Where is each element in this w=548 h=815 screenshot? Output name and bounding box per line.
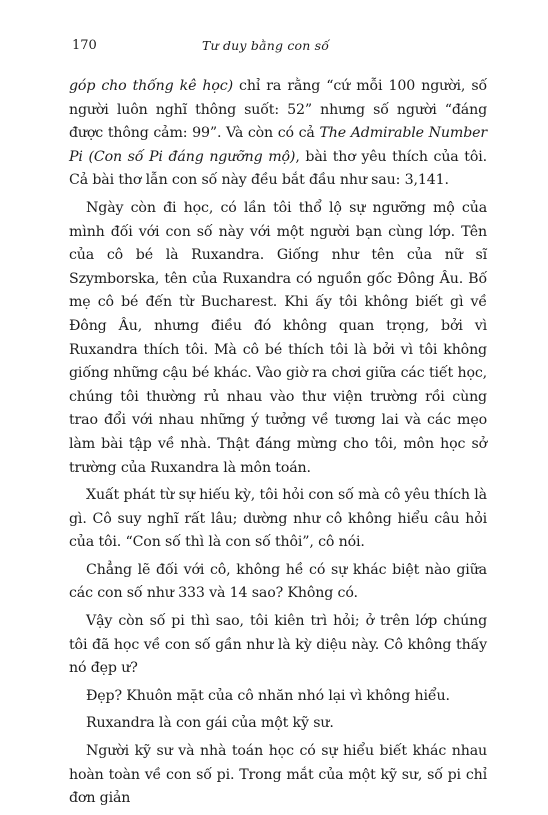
- page-header: [72, 38, 476, 58]
- paragraph-1-text-b: , bài thơ yêu thích của tôi. Cả bài thơ lẫn con số này đều bắt đầu như sau: 3,141.: [69, 148, 487, 189]
- paragraph-2: Ngày còn đi học, có lần tôi thổ lộ sự ngưỡng mộ của mình đối với con số này với một người bạn cùng lớp. Tên của cô bé là Ruxandra. Giống như tên của nữ sĩ Szymborska, tên của Ruxandra có nguồn gốc Đông Âu. Bố mẹ cô bé đến từ Bucharest. Khi ấy tôi không biết gì về Đông Âu, nhưng điều đó không quan trọng, bởi vì Ruxandra thích tôi. Mà cô bé thích tôi là bởi vì tôi không giống những cậu bé khác. Vào giờ ra chơi giữa các tiết học, chúng tôi thường rủ nhau vào thư viện trường rồi cùng trao đổi với nhau những ý tưởng về tương lai và các mẹo làm bài tập về nhà. Thật đáng mừng cho tôi, môn học sở trường của Ruxandra là môn toán.: [69, 199, 487, 476]
- paragraph-7: Ruxandra là con gái của một kỹ sư.: [86, 715, 334, 732]
- paragraph-6: Đẹp? Khuôn mặt của cô nhăn nhó lại vì không hiểu.: [86, 687, 450, 704]
- page-number: 170: [72, 38, 97, 53]
- body-text: [69, 75, 487, 815]
- paragraph-1: [69, 75, 487, 193]
- paragraph-1-text-a: chỉ ra rằng “cứ mỗi 100 người, số người luôn nghĩ thông suốt: 52” nhưng số người “đáng được thông cảm: 99”. Và còn có cả: [69, 78, 487, 142]
- paragraph-5: Vậy còn số pi thì sao, tôi kiên trì hỏi; ở trên lớp chúng tôi đã học về con số gần như là kỳ diệu này. Cô không thấy nó đẹp ư?: [69, 613, 487, 677]
- paragraph-8: Người kỹ sư và nhà toán học có sự hiểu biết khác nhau hoàn toàn về con số pi. Trong mắt của một kỹ sư, số pi chỉ đơn giản: [69, 743, 487, 807]
- paragraph-4: Chẳng lẽ đối với cô, không hề có sự khác biệt nào giữa các con số như 333 và 14 sao? Không có.: [69, 561, 487, 602]
- paragraph-1-italic-open: góp cho thống kê học): [69, 78, 233, 94]
- paragraph-3: Xuất phát từ sự hiếu kỳ, tôi hỏi con số mà cô yêu thích là gì. Cô suy nghĩ rất lâu; dường như cô không hiểu câu hỏi của tôi. “Con số thì là con số thôi”, cô nói.: [69, 487, 487, 551]
- running-title: Tư duy bằng con số: [202, 38, 330, 53]
- poem-title: The Admirable Number Pi (Con số Pi đáng ngưỡng mộ): [69, 125, 488, 165]
